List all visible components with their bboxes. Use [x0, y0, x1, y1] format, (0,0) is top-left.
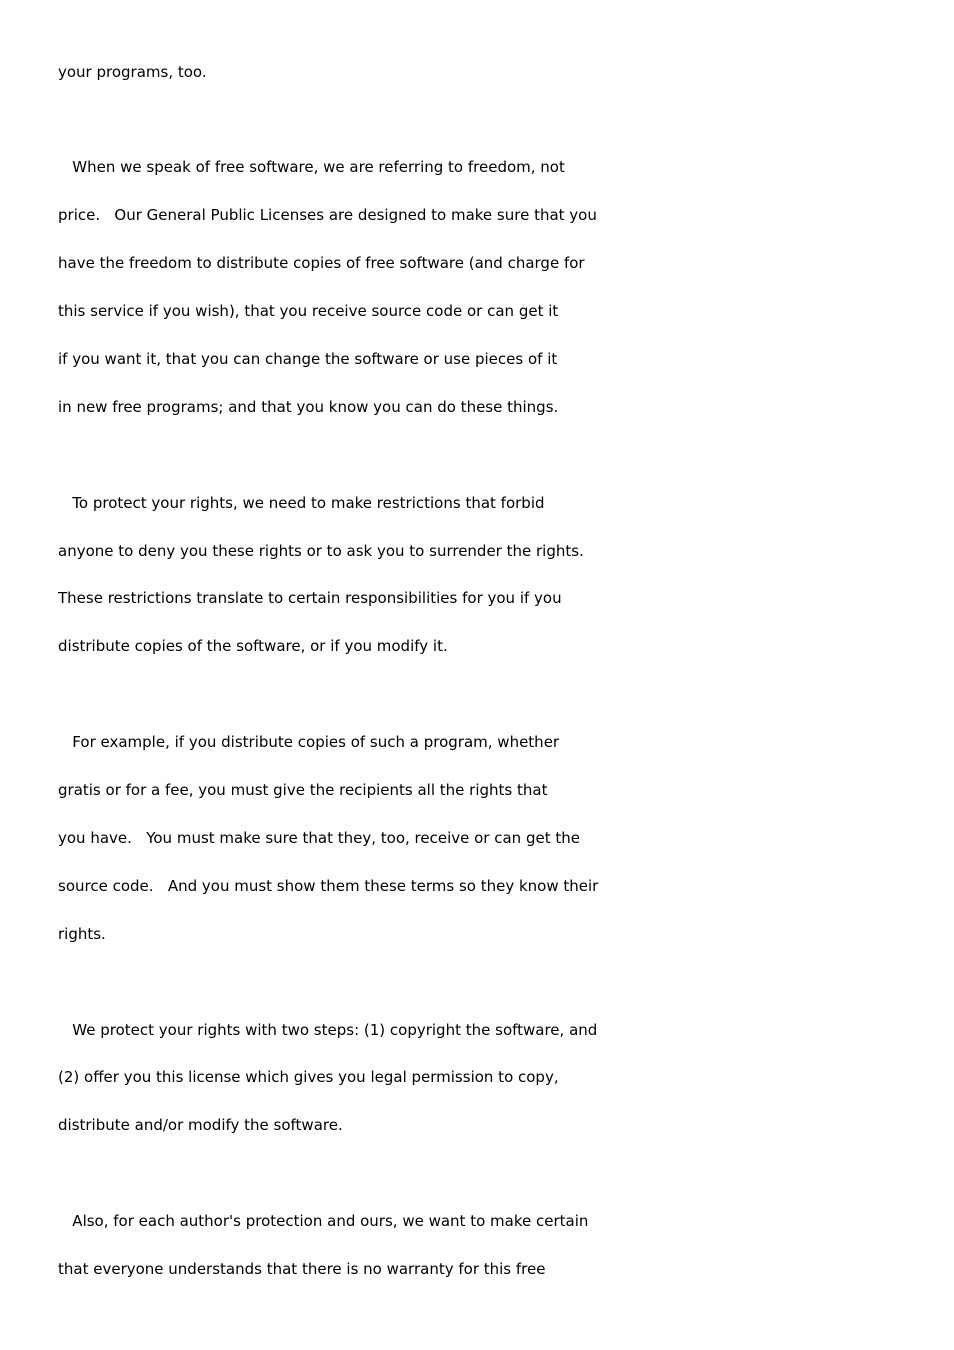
text-line: We protect your rights with two steps: (1) copyright the software, and: [58, 1021, 598, 1039]
text-line: source code. And you must show them these terms so they know their: [58, 877, 599, 895]
text-line: (2) offer you this license which gives you legal permission to copy,: [58, 1068, 559, 1086]
text-line: this service if you wish), that you receive source code or can get it: [58, 302, 559, 320]
text-line: have the freedom to distribute copies of free software (and charge for: [58, 254, 585, 272]
text-line: your programs, too.: [58, 63, 207, 81]
text-line: gratis or for a fee, you must give the recipients all the rights that: [58, 781, 548, 799]
text-line: in new free programs; and that you know you can do these things.: [58, 398, 559, 416]
text-line: For example, if you distribute copies of such a program, whether: [58, 733, 560, 751]
text-line: distribute and/or modify the software.: [58, 1116, 343, 1134]
text-line: distribute copies of the software, or if you modify it.: [58, 637, 448, 655]
text-line: Also, for each author's protection and ours, we want to make certain: [58, 1212, 589, 1230]
text-line: anyone to deny you these rights or to ask you to surrender the rights.: [58, 542, 584, 560]
text-line: rights.: [58, 925, 106, 943]
text-line: you have. You must make sure that they, too, receive or can get the: [58, 829, 580, 847]
text-line: that everyone understands that there is no warranty for this free: [58, 1260, 546, 1278]
text-line: To protect your rights, we need to make restrictions that forbid: [58, 494, 545, 512]
text-line: if you want it, that you can change the software or use pieces of it: [58, 350, 558, 368]
text-line: These restrictions translate to certain responsibilities for you if you: [58, 589, 562, 607]
text-line: price. Our General Public Licenses are designed to make sure that you: [58, 206, 597, 224]
text-line: When we speak of free software, we are referring to freedom, not: [58, 158, 565, 176]
